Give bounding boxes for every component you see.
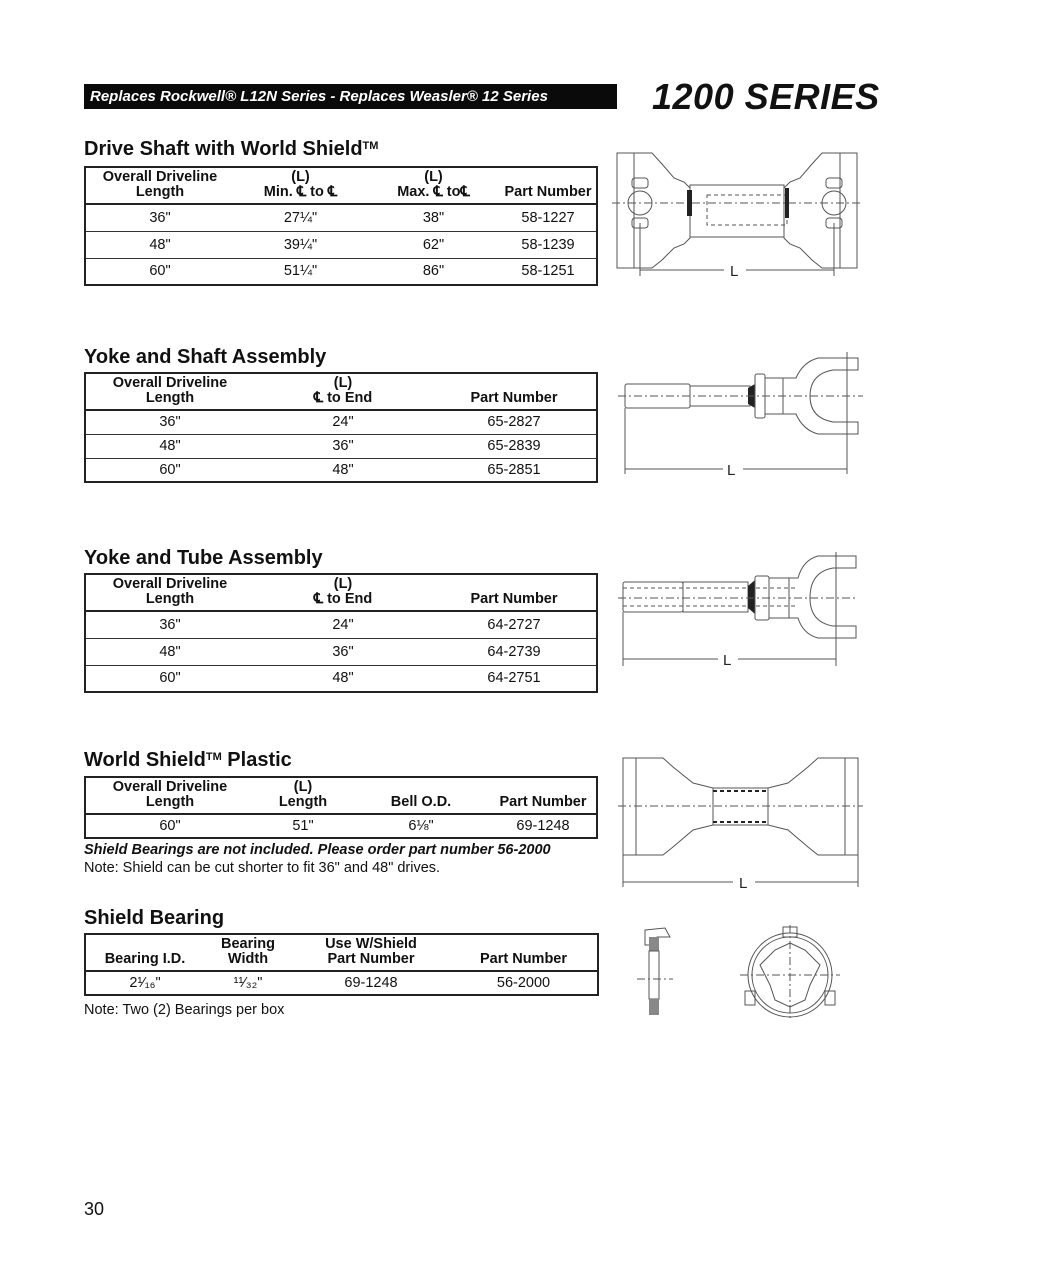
col-header-bell-od: Bell O.D. (352, 777, 490, 814)
table-row: 36" 24" 65-2827 (85, 410, 597, 434)
title-text: World Shield (84, 749, 206, 771)
dimension-label: L (730, 263, 739, 280)
yoke-shaft-diagram (618, 352, 863, 482)
dimension-label: L (723, 652, 732, 669)
page-number: 30 (84, 1199, 105, 1219)
col-header-overall-length: Overall Driveline Length (85, 167, 234, 204)
col-header-part-number: Part Number (432, 574, 597, 611)
trademark: TM (362, 140, 379, 152)
section-title-drive-shaft (84, 138, 378, 161)
col-header-bearing-width: Bearing Width (204, 934, 292, 971)
replaces-banner: Replaces Rockwell® L12N Series - Replaces Weasler® 12 Series (84, 84, 617, 109)
table-row: 2¹⁄₁₆" ¹¹⁄₃₂" 69-1248 56-2000 (85, 971, 598, 995)
shield-bearing-table (84, 933, 599, 996)
col-header-overall-length: Overall Driveline Length (85, 777, 254, 814)
table-row: 60" 51¼" 86" 58-1251 (85, 258, 597, 285)
table-row: 48" 36" 64-2739 (85, 638, 597, 665)
world-shield-diagram (618, 755, 863, 890)
dimension-label: L (727, 462, 736, 479)
drive-shaft-diagram (612, 148, 862, 283)
col-header-overall-length: Overall Driveline Length (85, 373, 254, 410)
yoke-tube-table (84, 573, 598, 693)
dimension-label: L (739, 875, 748, 890)
col-header-part-number: Part Number (500, 167, 597, 204)
col-header-min: (L) Min. ℄ to ℄ (234, 167, 367, 204)
shield-cut-note: Note: Shield can be cut shorter to fit 36" and 48" drives. (84, 860, 441, 876)
table-row: 60" 51" 6⅛" 69-1248 (85, 814, 597, 838)
table-header-row (85, 167, 597, 204)
table-row: 48" 39¼" 62" 58-1239 (85, 231, 597, 258)
shield-bearing-warning: Shield Bearings are not included. Please order part number 56-2000 (84, 842, 551, 858)
table-row: 36" 27¼" 38" 58-1227 (85, 204, 597, 231)
col-header-part-number: Part Number (450, 934, 598, 971)
section-title-yoke-tube: Yoke and Tube Assembly (84, 547, 323, 569)
col-header-max: (L) Max. ℄ to℄ (367, 167, 500, 204)
section-title-yoke-shaft: Yoke and Shaft Assembly (84, 346, 327, 368)
table-row: 48" 36" 65-2839 (85, 434, 597, 458)
table-header-row (85, 574, 597, 611)
col-header-part-number: Part Number (432, 373, 597, 410)
col-header-bearing-id: Bearing I.D. (85, 934, 204, 971)
yoke-shaft-table (84, 372, 598, 483)
title-text: Drive Shaft with World Shield (84, 138, 363, 160)
title-suffix: Plastic (221, 749, 292, 771)
table-row: 36" 24" 64-2727 (85, 611, 597, 638)
bearings-per-box-note: Note: Two (2) Bearings per box (84, 1002, 285, 1018)
col-header-center-to-end: (L) ℄ to End (254, 574, 432, 611)
col-header-center-to-end: (L) ℄ to End (254, 373, 432, 410)
section-title-world-shield (84, 749, 292, 772)
col-header-part-number: Part Number (490, 777, 597, 814)
table-row: 60" 48" 64-2751 (85, 665, 597, 692)
trademark: TM (205, 751, 222, 763)
table-row: 60" 48" 65-2851 (85, 458, 597, 482)
col-header-overall-length: Overall Driveline Length (85, 574, 254, 611)
table-header-row (85, 373, 597, 410)
shield-bearing-diagram (635, 925, 845, 1020)
col-header-use-with-shield: Use W/Shield Part Number (292, 934, 450, 971)
series-title: 1200 SERIES (652, 76, 880, 117)
table-header-row (85, 777, 597, 814)
drive-shaft-table (84, 166, 598, 286)
table-header-row (85, 934, 598, 971)
yoke-tube-diagram (618, 552, 863, 672)
col-header-length: (L) Length (254, 777, 352, 814)
section-title-shield-bearing: Shield Bearing (84, 907, 225, 929)
world-shield-table (84, 776, 598, 839)
